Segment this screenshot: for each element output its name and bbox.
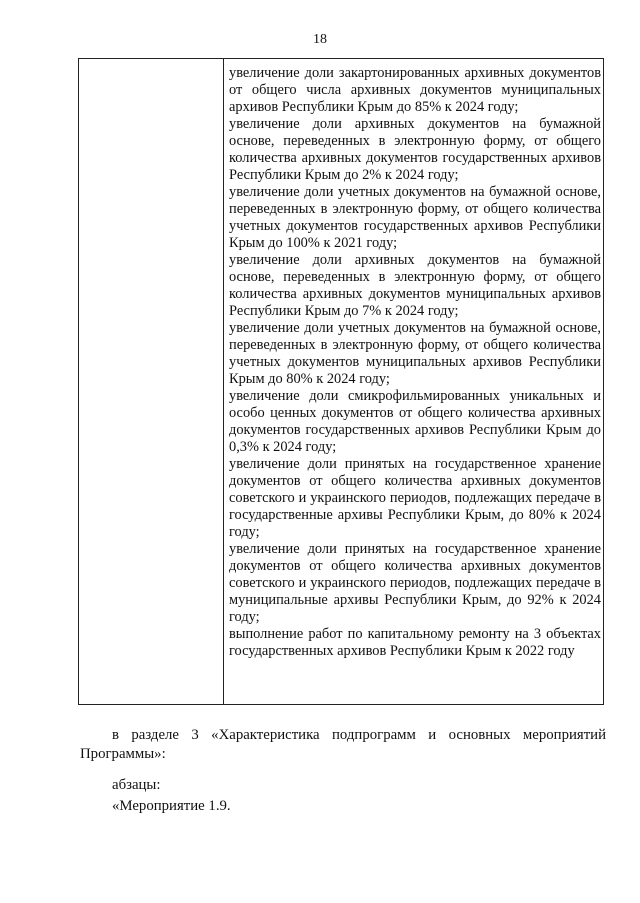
table-item-9: выполнение работ по капитальному ремонту на 3 объектах государственных архивов Республики Крым к 2022 году (229, 626, 601, 659)
table-item-8: увеличение доли принятых на государственное хранение документов от общего количества архивных документов советского и украинского периодов, подлежащих передаче в муниципальные архивы Республики Крым, до 92% к 2024 году; (229, 541, 601, 625)
table-item-2: увеличение доли архивных документов на бумажной основе, переведенных в электронную форму, от общего количества архивных документов государственных архивов Республики Крым до 2% к 2024 году; (229, 116, 601, 183)
abzatsy-paragraph: абзацы: (112, 777, 161, 793)
section-intro-paragraph: в разделе 3 «Характеристика подпрограмм и основных мероприятий Программы»: (80, 727, 606, 762)
page-number: 18 (313, 32, 327, 47)
table-item-3: увеличение доли учетных документов на бумажной основе, переведенных в электронную форму, от общего количества учетных документов государственных архивов Республики Крым до 100% к 2021 году; (229, 184, 601, 251)
table-item-1: увеличение доли закартонированных архивных документов от общего числа архивных документов муниципальных архивов Республики Крым до 85% к 2024 году; (229, 65, 601, 115)
table-item-7: увеличение доли принятых на государственное хранение документов от общего количества архивных документов советского и украинского периодов, подлежащих передаче в государственные архивы Республики Крым, до 80% к 2024 году; (229, 456, 601, 540)
table-item-5: увеличение доли учетных документов на бумажной основе, переведенных в электронную форму, от общего количества учетных документов муниципальных архивов Республики Крым до 80% к 2024 году; (229, 320, 601, 387)
table-item-4: увеличение доли архивных документов на бумажной основе, переведенных в электронную форму, от общего количества архивных документов муниципальных архивов Республики Крым до 7% к 2024 году; (229, 252, 601, 319)
table-left-cell (223, 59, 224, 704)
program-table (78, 58, 604, 705)
table-item-6: увеличение доли смикрофильмированных уникальных и особо ценных документов от общего количества архивных документов государственных архивов Республики Крым до 0,3% к 2024 году; (229, 388, 601, 455)
meropriyatie-paragraph: «Мероприятие 1.9. (112, 798, 231, 814)
table-right-cell (229, 65, 601, 660)
